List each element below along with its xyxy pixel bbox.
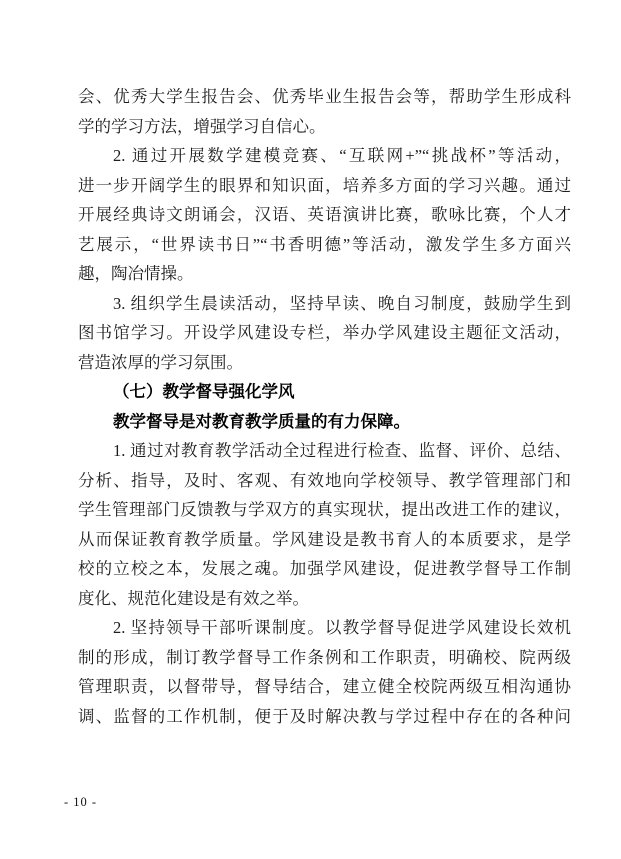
text-line: 学的学习方法，增强学习自信心。 <box>78 116 326 136</box>
page-number: - 10 - <box>64 795 98 809</box>
text-line: 制的形成，制订教学督导工作条例和工作职责，明确校、院两级 <box>78 647 571 667</box>
text-line: 分析、指导，及时、客观、有效地向学校领导、教学管理部门和 <box>78 470 571 490</box>
text-line: （七）教学督导强化学风 <box>113 382 295 401</box>
text-line: 进一步开阔学生的眼界和知识面，培养多方面的学习兴趣。通过 <box>78 175 571 195</box>
text-line: 教学督导是对教育教学质量的有力保障。 <box>113 411 410 431</box>
text-line: 营造浓厚的学习氛围。 <box>78 352 243 372</box>
text-line: 趣，陶冶情操。 <box>78 264 194 283</box>
document-body <box>78 82 571 731</box>
text-line: 1. 通过对教育教学活动全过程进行检查、监督、评价、总结、 <box>113 441 571 460</box>
text-line: 管理职责，以督带导，督导结合，建立健全校院两级互相沟通协 <box>78 677 571 696</box>
text-line: 2. 通过开展数学建模竞赛、“互联网+”“挑战杯”等活动， <box>113 146 571 165</box>
text-line: 艺展示，“世界读书日”“书香明德”等活动，激发学生多方面兴 <box>78 234 571 254</box>
text-line: 开展经典诗文朗诵会，汉语、英语演讲比赛，歌咏比赛，个人才 <box>78 205 571 224</box>
text-line: 校的立校之本，发展之魂。加强学风建设，促进教学督导工作制 <box>78 559 571 578</box>
text-line: 会、优秀大学生报告会、优秀毕业生报告会等，帮助学生形成科 <box>78 87 571 106</box>
text-line: 度化、规范化建设是有效之举。 <box>78 588 309 608</box>
text-line: 图书馆学习。开设学风建设专栏，举办学风建设主题征文活动， <box>78 323 571 342</box>
text-line: 3. 组织学生晨读活动，坚持早读、晚自习制度，鼓励学生到 <box>113 293 571 313</box>
text-line: 2. 坚持领导干部听课制度。以教学督导促进学风建设长效机 <box>113 618 571 637</box>
text-line: 学生管理部门反馈教与学双方的真实现状，提出改进工作的建议， <box>78 500 571 519</box>
text-line: 从而保证教育教学质量。学风建设是教书育人的本质要求，是学 <box>78 529 571 549</box>
text-line: 调、监督的工作机制，便于及时解决教与学过程中存在的各种问 <box>78 706 571 726</box>
